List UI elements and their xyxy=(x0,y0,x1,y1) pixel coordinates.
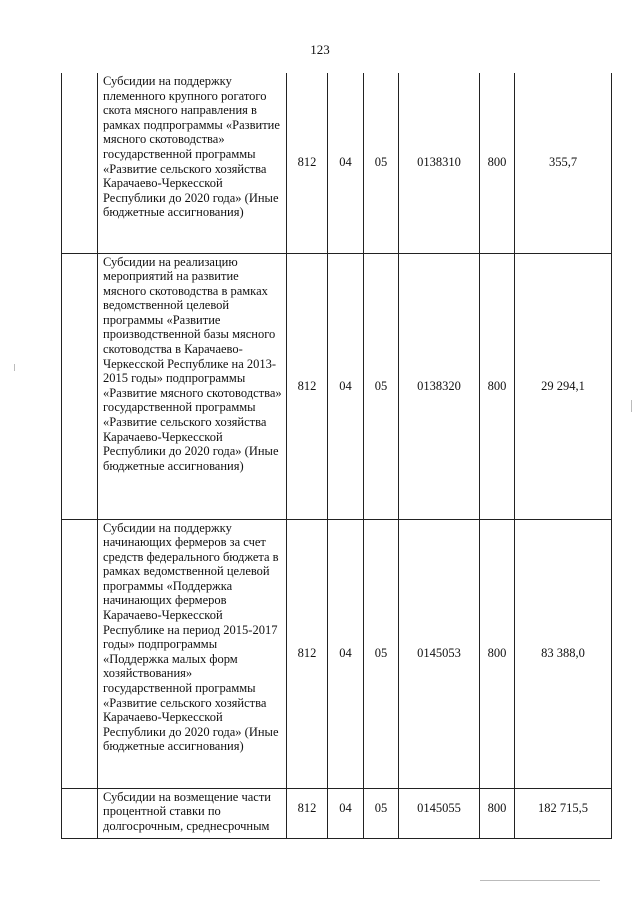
amount-value: 29 294,1 xyxy=(515,253,612,519)
amount-value: 355,7 xyxy=(515,73,612,253)
amount-value: 182 715,5 xyxy=(515,788,612,838)
row-description: Субсидии на поддержку племенного крупного рогатого скота мясного направления в рамках подпрограммы «Развитие мясного скотоводства» государственной программы «Развитие сельского хозяйства Карачаево-Черкесской Республики до 2020 года» (Иные бюджетные ассигнования) xyxy=(98,73,287,253)
scan-artifact xyxy=(14,364,15,371)
amount-value: 83 388,0 xyxy=(515,519,612,788)
ministry-code: 812 xyxy=(287,73,328,253)
target-item-code: 0145053 xyxy=(399,519,480,788)
target-item-code: 0145055 xyxy=(399,788,480,838)
table-row xyxy=(62,73,612,253)
table-row xyxy=(62,519,612,788)
row-description: Субсидии на поддержку начинающих фермеров за счет средств федерального бюджета в рамках ведомственной целевой программы «Поддержка начинающих фермеров Карачаево-Черкесской Республике на период 2015-2017 годы» подпрограммы «Поддержка малых форм хозяйствования» государственной программы «Развитие сельского хозяйства Карачаево-Черкесской Республики до 2020 года» (Иные бюджетные ассигнования) xyxy=(98,519,287,788)
ministry-code: 812 xyxy=(287,519,328,788)
subsection-code: 05 xyxy=(364,788,399,838)
subsection-code: 05 xyxy=(364,73,399,253)
scan-artifact xyxy=(631,400,632,412)
target-item-code: 0138310 xyxy=(399,73,480,253)
subsection-code: 05 xyxy=(364,519,399,788)
section-code: 04 xyxy=(328,788,364,838)
page-number: 123 xyxy=(310,42,330,57)
budget-table xyxy=(61,73,612,839)
table-row xyxy=(62,788,612,838)
expense-type-code: 800 xyxy=(480,73,515,253)
ministry-code: 812 xyxy=(287,788,328,838)
empty-cell xyxy=(62,253,98,519)
subsection-code: 05 xyxy=(364,253,399,519)
empty-cell xyxy=(62,519,98,788)
expense-type-code: 800 xyxy=(480,788,515,838)
expense-type-code: 800 xyxy=(480,519,515,788)
table-row xyxy=(62,253,612,519)
empty-cell xyxy=(62,788,98,838)
scan-artifact xyxy=(480,880,600,881)
expense-type-code: 800 xyxy=(480,253,515,519)
ministry-code: 812 xyxy=(287,253,328,519)
empty-cell xyxy=(62,73,98,253)
row-description: Субсидии на возмещение части процентной ставки по долгосрочным, среднесрочным xyxy=(98,788,287,838)
section-code: 04 xyxy=(328,519,364,788)
target-item-code: 0138320 xyxy=(399,253,480,519)
section-code: 04 xyxy=(328,253,364,519)
section-code: 04 xyxy=(328,73,364,253)
row-description: Субсидии на реализацию мероприятий на развитие мясного скотоводства в рамках ведомственной целевой программы «Развитие производственной базы мясного скотоводства в Карачаево-Черкесской Республике на 2013-2015 годы» подпрограммы «Развитие мясного скотоводства» государственной программы «Развитие сельского хозяйства Карачаево-Черкесской Республики до 2020 года» (Иные бюджетные ассигнования) xyxy=(98,253,287,519)
